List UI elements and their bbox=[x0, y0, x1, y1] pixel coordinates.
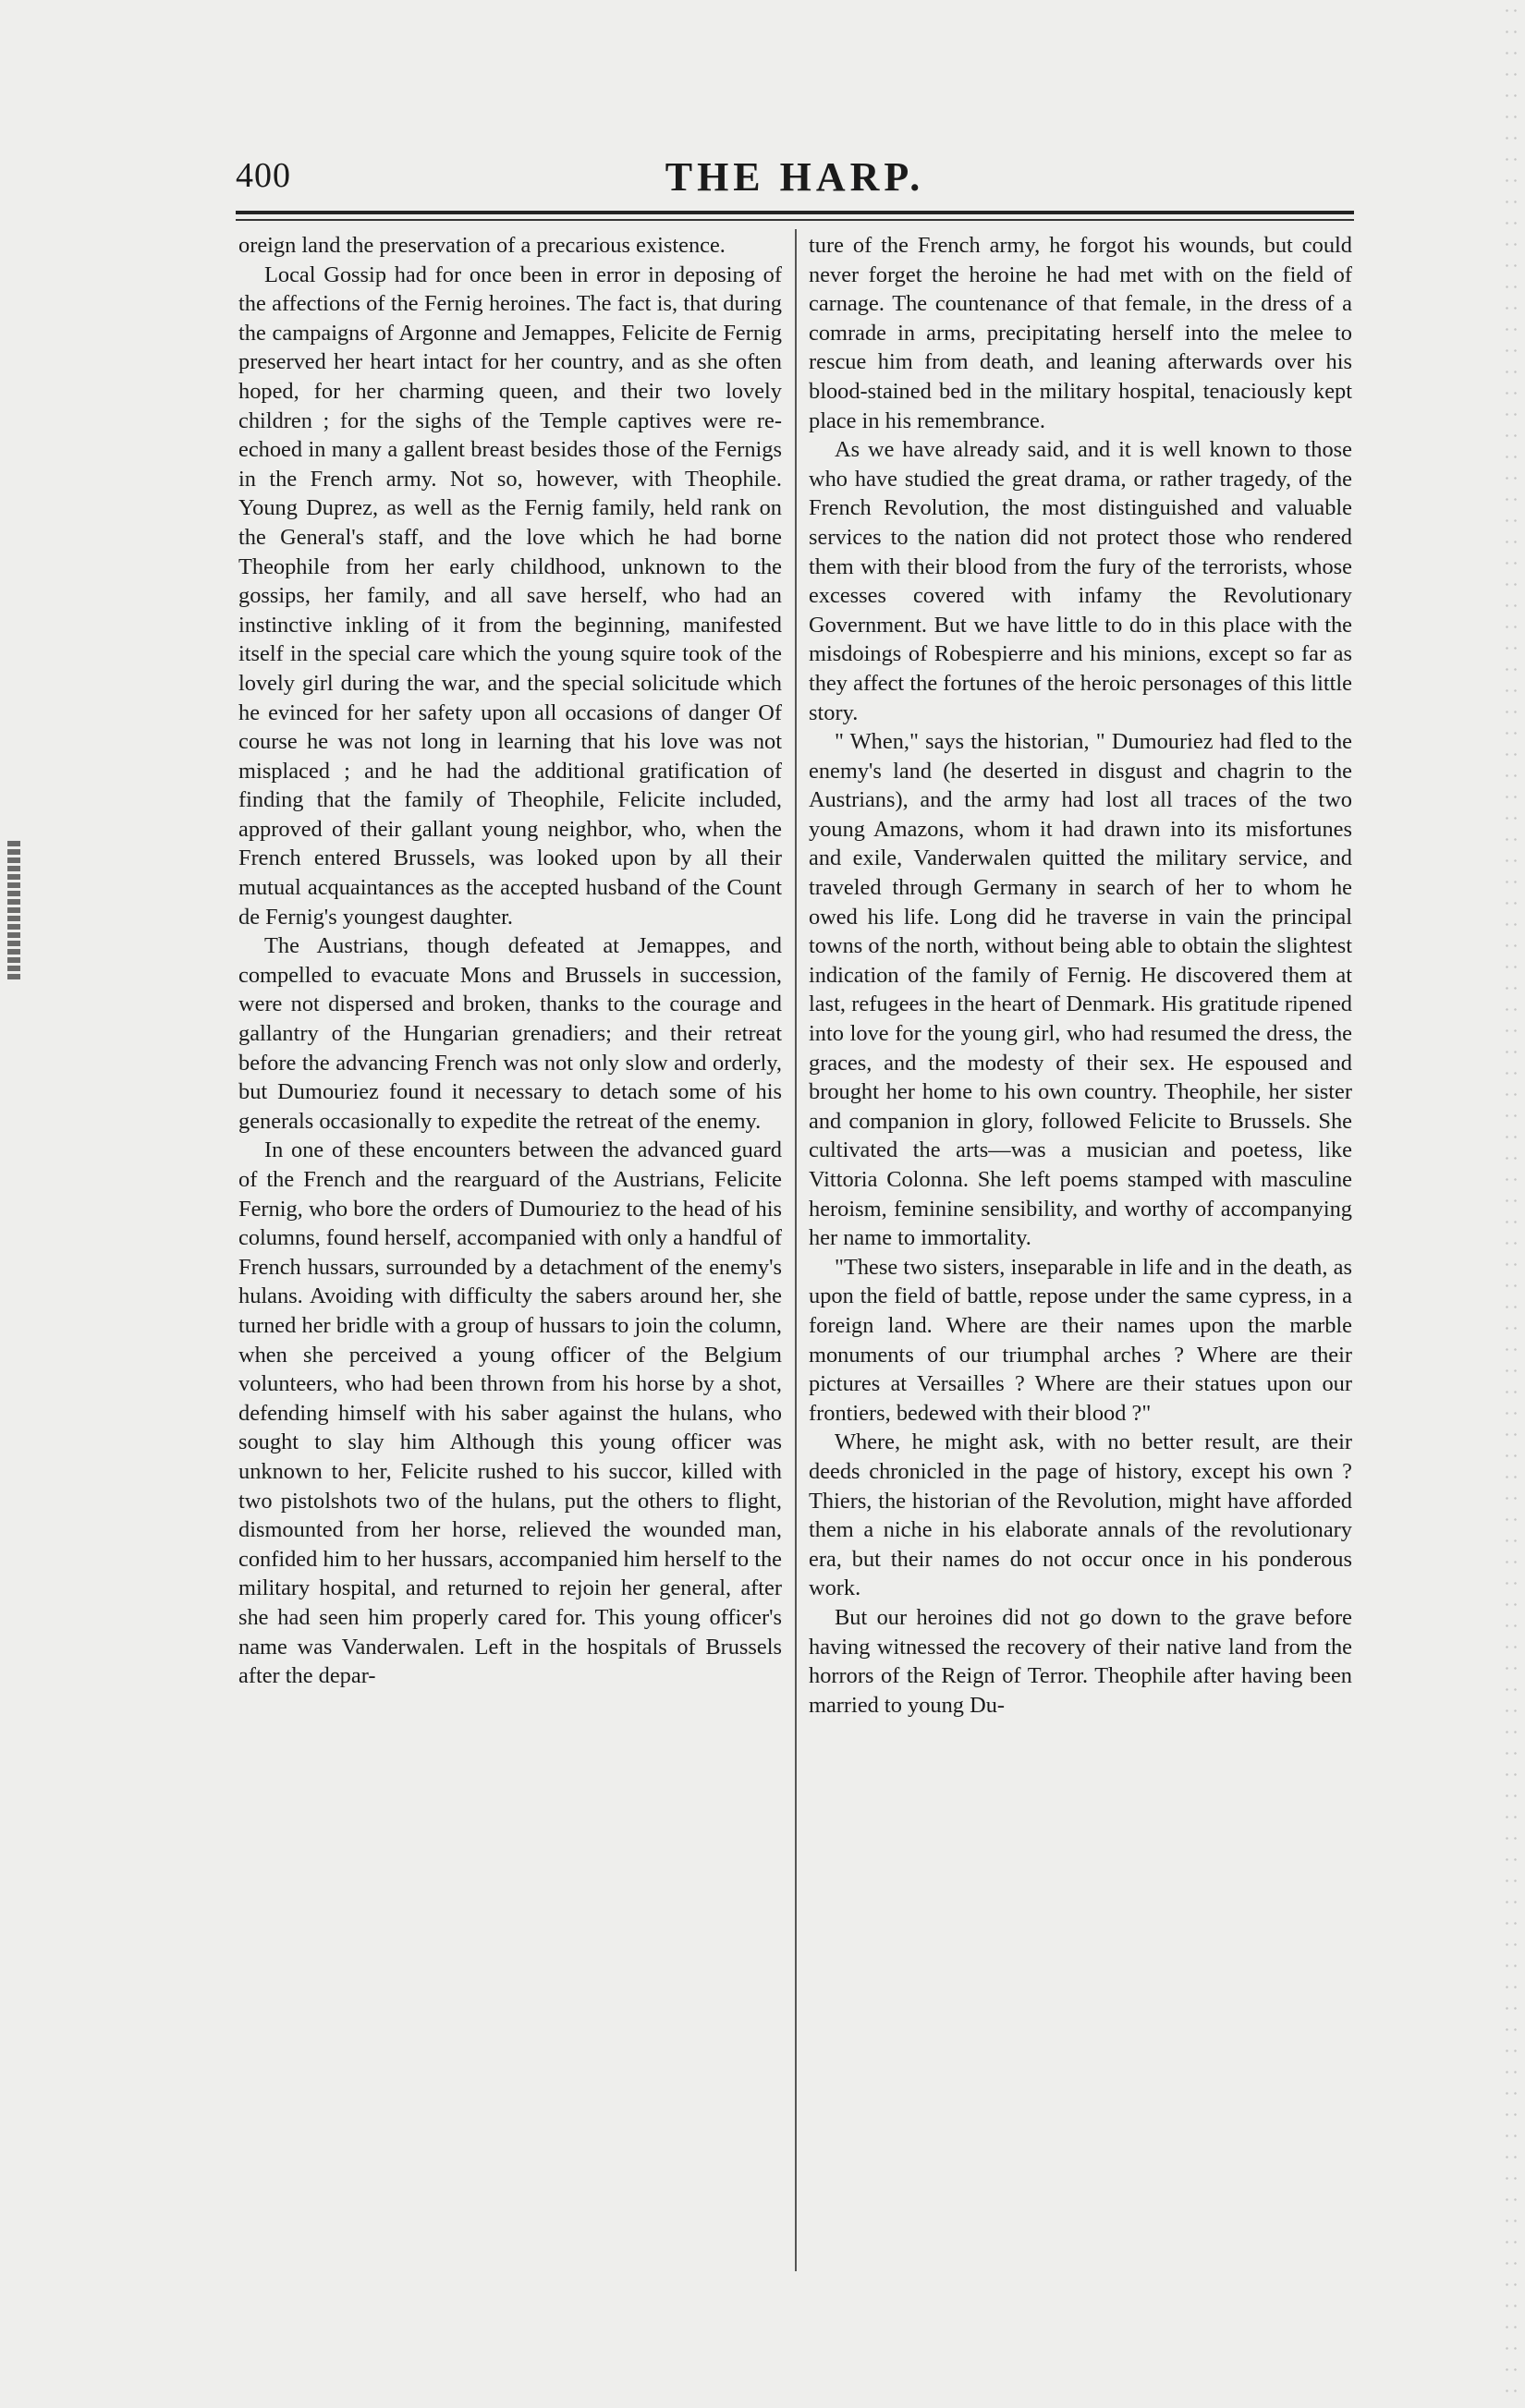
paragraph: But our heroines did not go down to the grave before having witnessed the recovery of their native land from the horrors of the Reign of Terror. Theophile after having been married to young Du- bbox=[809, 1604, 1352, 1718]
page-edge-speckle bbox=[1503, 0, 1519, 2408]
paragraph: Where, he might ask, with no better result, are their deeds chronicled in the page of history, except his own ? Thiers, the historian of the Revolution, might have afforded them a niche in his elaborate annals of the revolutionary era, but their names do not occur once in his ponderous work. bbox=[809, 1429, 1352, 1601]
page-number: 400 bbox=[236, 156, 291, 195]
binding-mark bbox=[7, 841, 20, 979]
paragraph: Local Gossip had for once been in error in deposing of the affections of the Fernig heroines. The fact is, that during the campaigns of Argonne and Jemappes, Felicite de Fernig preserved her heart intact for her country, and as she often hoped, for her charming queen, and their two lovely children ; for the sighs of the Temple captives were re-echoed in many a gallent breast besides those of the Fernigs in the French army. Not so, however, with Theophile. Young Duprez, as well as the Fernig family, held rank on the General's staff, and the love which he had borne Theophile from her early childhood, unknown to the gossips, her family, and all save herself, who had an instinctive inkling of it from the beginning, manifested itself in the special care which the young squire took of the lovely girl during the war, and the special solicitude which he evinced for her safety upon all occasions of danger Of course he was not long in learning that his love was not misplaced ; and he had the additional gratification of finding that the family of Theophile, Felicite included, approved of their gallant young neighbor, who, when the French entered Brussels, was looked upon by all their mutual acquaintances as the accepted husband of the Count de Fernig's youngest daughter. bbox=[238, 261, 782, 930]
page-header bbox=[236, 148, 1354, 213]
right-column bbox=[809, 231, 1352, 1720]
column-divider bbox=[795, 229, 797, 2271]
left-column bbox=[238, 231, 782, 1691]
paragraph: As we have already said, and it is well known to those who have studied the great drama, or rather tragedy, of the French Revolution, the most distinguished and valuable services to the nation did not protect those who rendered them with their blood from the fury of the terrorists, whose excesses covered with infamy the Revolutionary Government. But we have little to do in this place with the misdoings of Robespierre and his minions, except so far as they affect the fortunes of the heroic personages of this little story. bbox=[809, 437, 1352, 725]
paragraph: In one of these encounters between the advanced guard of the French and the rearguard of the Austrians, Felicite Fernig, who bore the orders of Dumouriez to the head of his columns, found herself, accompanied with only a handful of French hussars, surrounded by a detachment of the enemy's hulans. Avoiding with difficulty the sabers around her, she turned her bridle with a group of hussars to join the column, when she perceived a young officer of the Belgium volunteers, who had been thrown from his horse by a shot, defending himself with his saber against the hulans, who sought to slay him Although this young officer was unknown to her, Felicite rushed to his succor, killed with two pistolshots two of the hulans, put the others to flight, dismounted from her horse, relieved the wounded man, confided him to her hussars, accompanied him herself to the military hospital, and returned to rejoin her general, after she had seen him properly cared for. This young officer's name was Vanderwalen. Left in the hospitals of Brussels after the depar- bbox=[238, 1137, 782, 1689]
paragraph: "These two sisters, inseparable in life and in the death, as upon the field of battle, repose under the same cypress, in a foreign land. Where are their names upon the marble monuments of our triumphal arches ? Where are their pictures at Versailles ? Where are their statues upon our frontiers, bedewed with their blood ?" bbox=[809, 1254, 1352, 1426]
header-rule-thick bbox=[236, 211, 1354, 214]
paragraph: ture of the French army, he forgot his wounds, but could never forget the heroine he had met with on the field of carnage. The countenance of that female, in the dress of a comrade in arms, precipitating herself into the melee to rescue him from death, and leaning afterwards over his blood-stained bed in the military hospital, tenaciously kept place in his remembrance. bbox=[809, 233, 1352, 433]
running-title: THE HARP. bbox=[665, 154, 925, 200]
paragraph: oreign land the preservation of a precarious existence. bbox=[238, 233, 726, 258]
header-rule-thin bbox=[236, 219, 1354, 221]
paragraph: The Austrians, though defeated at Jemappes, and compelled to evacuate Mons and Brussels in succession, were not dispersed and broken, thanks to the courage and gallantry of the Hungarian grenadiers; and their retreat before the advancing French was not only slow and orderly, but Dumouriez found it necessary to detach some of his generals occasionally to expedite the retreat of the enemy. bbox=[238, 933, 782, 1134]
paragraph: " When," says the historian, " Dumouriez had fled to the enemy's land (he deserted in disgust and chagrin to the Austrians), and the army had lost all traces of the two young Amazons, whom it had drawn into its misfortunes and exile, Vanderwalen quitted the military service, and traveled through Germany in search of her to whom he owed his life. Long did he traverse in vain the principal towns of the north, without being able to obtain the slightest indication of the family of Fernig. He discovered them at last, refugees in the heart of Denmark. His gratitude ripened into love for the young girl, who had resumed the dress, the graces, and the modesty of their sex. He espoused and brought her home to his own country. Theophile, her sister and companion in glory, followed Felicite to Brussels. She cultivated the arts—was a musician and poetess, like Vittoria Colonna. She left poems stamped with masculine heroism, feminine sensibility, and worthy of accompanying her name to immortality. bbox=[809, 729, 1352, 1251]
